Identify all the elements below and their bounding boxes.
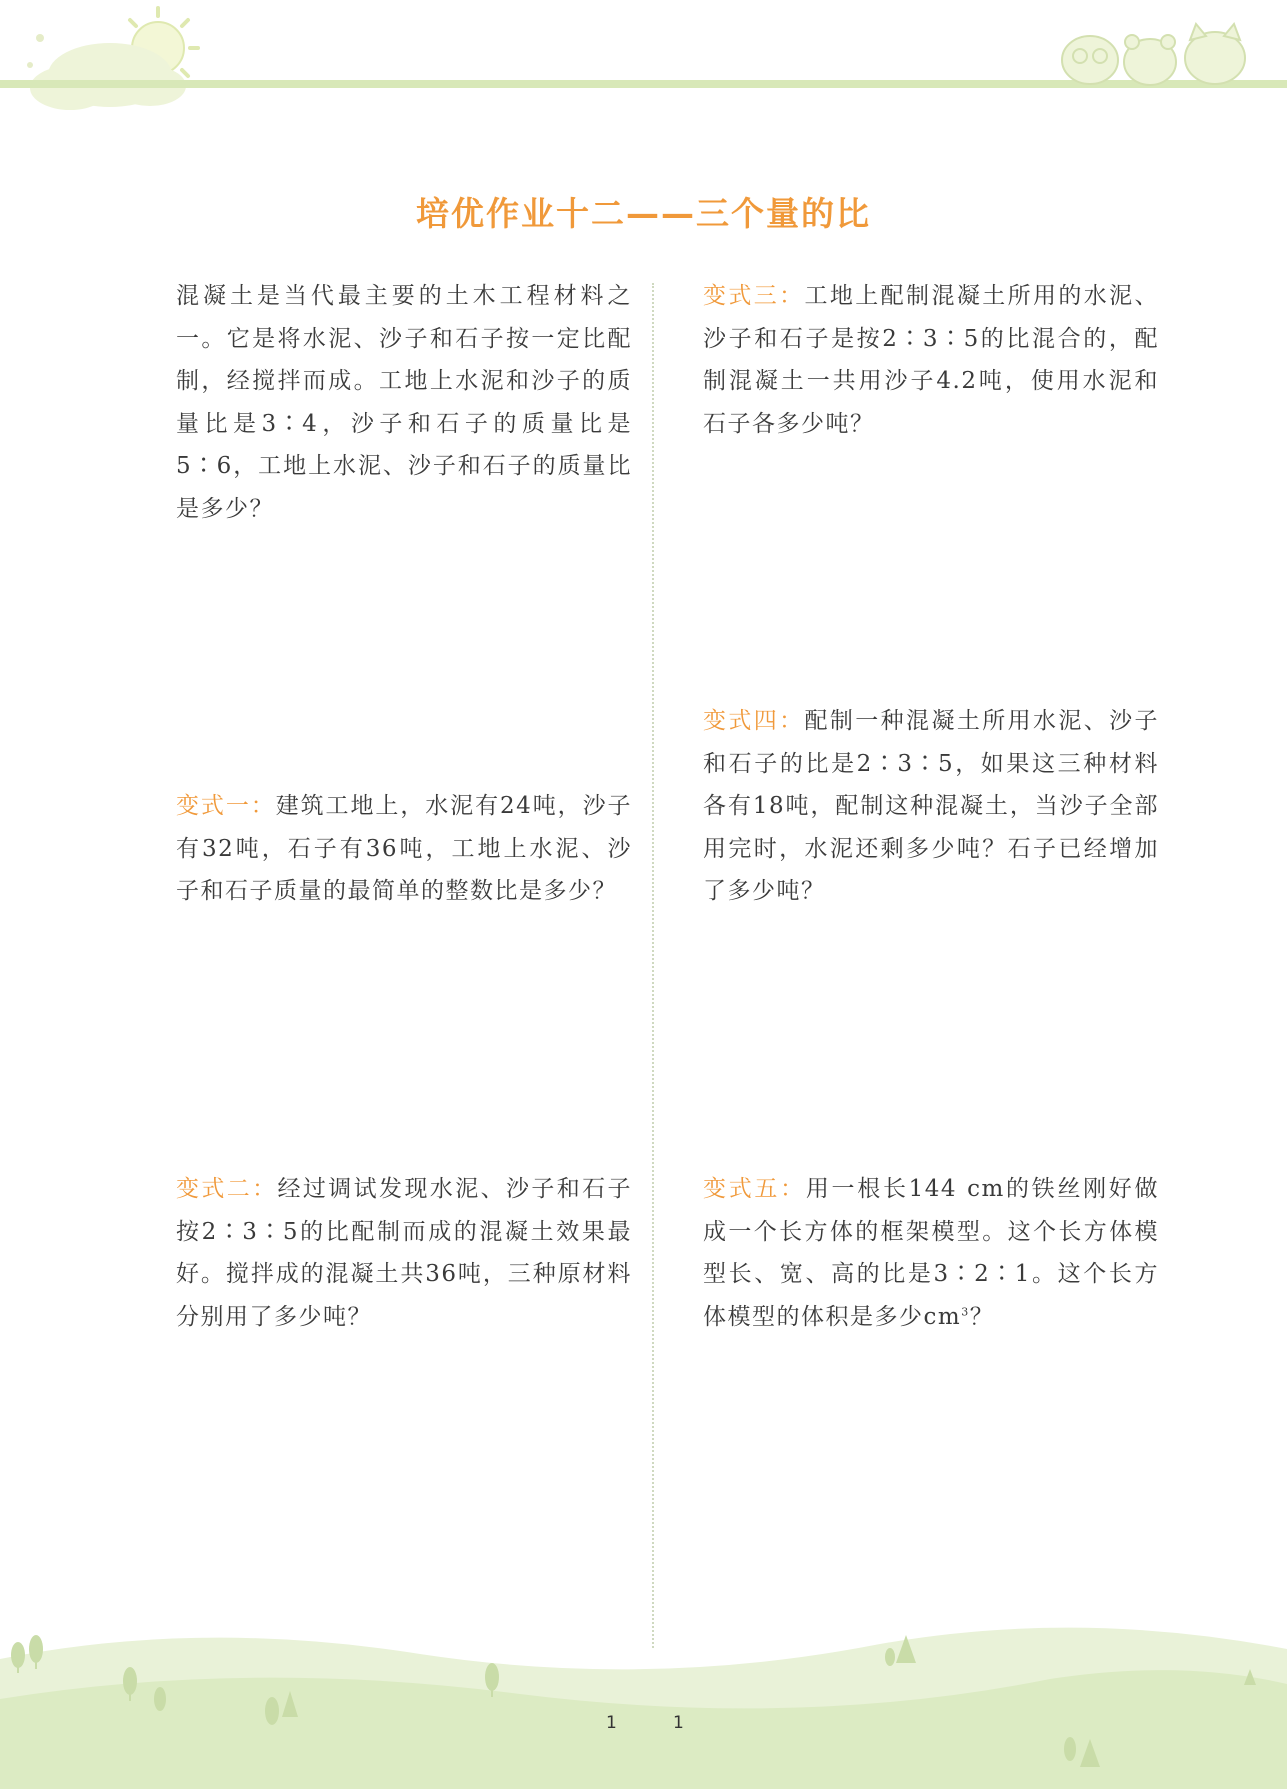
variant-four-text: 配制一种混凝土所用水泥、沙子和石子的比是2∶3∶5，如果这三种材料各有18吨，配制这种混凝土，当沙子全部用完时，水泥还剩多少吨？石子已经增加了多少吨？ bbox=[703, 708, 1160, 904]
header-decoration bbox=[0, 0, 1287, 120]
page-title: 培优作业十二——三个量的比 bbox=[416, 194, 871, 233]
variant-five bbox=[703, 1168, 1159, 1338]
variant-four-label: 变式四： bbox=[703, 708, 805, 734]
variant-one-text: 建筑工地上，水泥有24吨，沙子有32吨，石子有36吨，工地上水泥、沙子和石子质量的最简单的整数比是多少？ bbox=[176, 793, 632, 904]
variant-four bbox=[703, 700, 1159, 913]
variant-one-label: 变式一： bbox=[176, 793, 276, 819]
column-divider bbox=[652, 283, 654, 1648]
footer-decoration bbox=[0, 1599, 1287, 1789]
intro-text: 混凝土是当代最主要的土木工程材料之一。它是将水泥、沙子和石子按一定比配制，经搅拌而成。工地上水泥和沙子的质量比是3∶4，沙子和石子的质量比是5∶6，工地上水泥、沙子和石子的质量比是多少？ bbox=[176, 283, 632, 522]
variant-two-text: 经过调试发现水泥、沙子和石子按2∶3∶5的比配制而成的混凝土效果最好。搅拌成的混凝土共36吨，三种原材料分别用了多少吨？ bbox=[176, 1176, 633, 1330]
page-number-left: 1 bbox=[606, 1713, 617, 1733]
variant-five-label: 变式五： bbox=[703, 1176, 806, 1202]
page-number-right: 1 bbox=[673, 1713, 684, 1733]
variant-three-text: 工地上配制混凝土所用的水泥、沙子和石子是按2∶3∶5的比混合的，配制混凝土一共用沙子4.2吨，使用水泥和石子各多少吨？ bbox=[703, 283, 1160, 437]
variant-three-label: 变式三： bbox=[703, 283, 805, 309]
variant-two-label: 变式二： bbox=[176, 1176, 278, 1202]
variant-five-text: 用一根长144 cm的铁丝刚好做成一个长方体的框架模型。这个长方体模型长、宽、高的比是3∶2∶1。这个长方体模型的体积是多少cm bbox=[703, 1176, 1159, 1330]
sun-cloud-icon bbox=[27, 8, 198, 110]
intro-problem bbox=[176, 275, 632, 530]
variant-three bbox=[703, 275, 1159, 445]
variant-one bbox=[176, 785, 632, 913]
variant-two bbox=[176, 1168, 632, 1338]
variant-five-end: ？ bbox=[969, 1303, 995, 1330]
animal-faces-icon bbox=[1062, 24, 1245, 85]
cube-superscript: 3 bbox=[961, 1304, 970, 1318]
